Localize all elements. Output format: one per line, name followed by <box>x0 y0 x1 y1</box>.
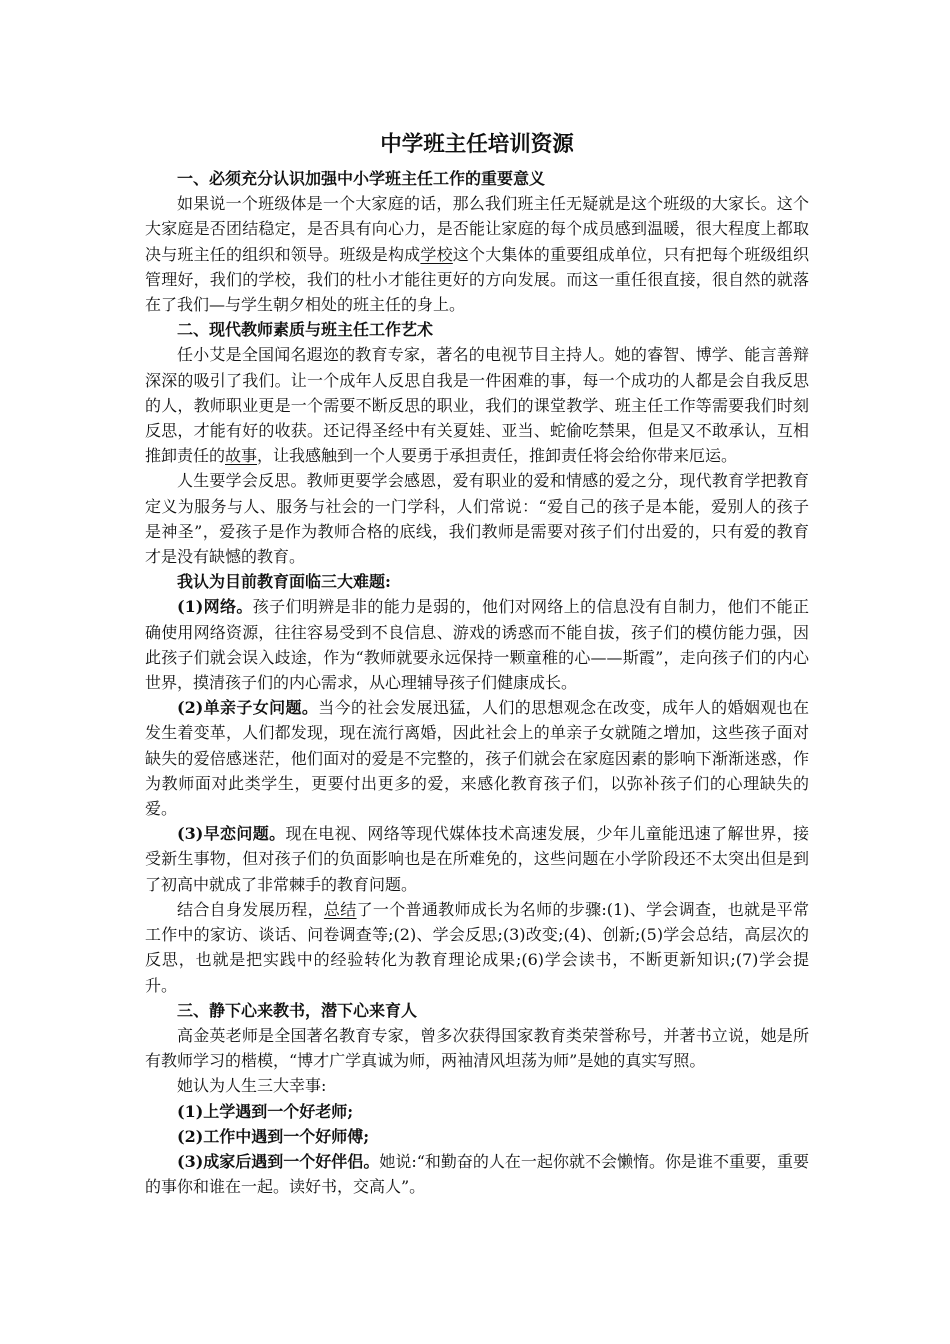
problem-item-1 <box>145 594 809 695</box>
section-2-paragraph-4 <box>145 897 809 998</box>
section-2-heading: 二、现代教师素质与班主任工作艺术 <box>177 320 434 340</box>
paragraph-text: ，让我感触到一个人要勇于承担责任，推卸责任将会给你带来厄运。 <box>257 446 738 466</box>
section-1-heading: 一、必须充分认识加强中小学班主任工作的重要意义 <box>177 169 546 188</box>
document-title: 中学班主任培训资源 <box>380 132 574 157</box>
link-summary[interactable]: 总结 <box>323 899 357 919</box>
problem-item-1-label: (1)网络。 <box>177 597 253 617</box>
problem-item-2 <box>145 695 809 821</box>
paragraph-text: 这个大集体的重要组成单位，只有把每个班级组织管理好，我们的学校，我们的杜小才能往更好的方向发展。而这一重任很直接，很自然的就落在了我们—与学生朝夕相处的班主任的身上。 <box>145 244 809 315</box>
happiness-item-3 <box>145 1149 809 1199</box>
section-1-paragraph-1 <box>145 191 809 317</box>
happiness-item-3-label: (3)成家后遇到一个好伴侣。 <box>177 1151 380 1171</box>
problem-item-2-text: 当今的社会发展迅猛，人们的思想观念在改变，成年人的婚姻观也在发生着变革，人们都发现，现在流行离婚，因此社会上的单亲子女就随之增加，这些孩子面对缺失的爱倍感迷茫，他们面对的爱是不完整的，孩子们就会在家庭因素的影响下渐渐迷惑，作为教师面对此类学生，更要付出更多的爱，来感化教育孩子们，以弥补孩子们的心理缺失的爱。 <box>145 698 809 819</box>
problem-item-3 <box>145 821 809 897</box>
section-2-paragraph-3: 我认为目前教育面临三大难题: <box>177 572 391 592</box>
problem-item-2-label: (2)单亲子女问题。 <box>177 698 319 718</box>
paragraph-text: 了一个普通教师成长为名师的步骤:(1)、学会调查，也就是平常工作中的家访、谈话、问卷调查等;(2)、学会反思;(3)改变;(4)、创新;(5)学会总结，高层次的反思，也就是把实践中的经验转化为教育理论成果;(6)学会读书，不断更新知识;(7)学会提升。 <box>145 899 809 995</box>
happiness-item-2: (2)工作中遇到一个好师傅; <box>177 1126 370 1146</box>
section-3-paragraph-1: 高金英老师是全国著名教育专家，曾多次获得国家教育类荣誉称号，并著书立说，她是所有教师学习的楷模，“博才广学真诚为师，两袖清风坦荡为师”是她的真实写照。 <box>145 1025 809 1071</box>
paragraph-text: 如果说一个班级体是一个大家庭的话，那么我们班主任无疑就是这个班级的大家长。这个大家庭是否团结稳定，是否具有向心力，是否能让家庭的每个成员感到温暖，很大程度上都取决与班主任的组织和领导。班级是构成 <box>145 194 809 264</box>
paragraph-text: 任小艾是全国闻名遐迩的教育专家，著名的电视节目主持人。她的睿智、博学、能言善辩深深的吸引了我们。让一个成年人反思自我是一件困难的事，每一个成功的人都是会自我反思的人，教师职业更是一个需要不断反思的职业，我们的课堂教学、班主任工作等需要我们时刻反思，才能有好的收获。还记得圣经中有关夏娃、亚当、蛇偷吃禁果，但是又不敢承认，互相推卸责任的 <box>145 345 809 466</box>
document-page <box>145 128 809 1199</box>
section-2-paragraph-1 <box>145 342 809 468</box>
section-2-paragraph-2: 人生要学会反思。教师更要学会感恩，爱有职业的爱和情感的爱之分，现代教育学把教育定义为服务与人、服务与社会的一门学科，人们常说：“爱自己的孩子是本能，爱别人的孩子是神圣”，爱孩子是作为教师合格的底线，我们教师是需要对孩子们付出爱的，只有爱的教育才是没有缺憾的教育。 <box>145 471 809 567</box>
happiness-item-1: (1)上学遇到一个好老师; <box>177 1101 354 1121</box>
section-3-paragraph-2: 她认为人生三大幸事: <box>177 1076 327 1096</box>
problem-item-3-label: (3)早恋问题。 <box>177 824 286 844</box>
section-3-heading: 三、静下心来教书，潜下心来育人 <box>177 1000 418 1020</box>
happiness-item-3-text: 她说:“和勤奋的人在一起你就不会懒惰。你是谁不重要，重要的事你和谁在一起。读好书，交高人”。 <box>145 1151 809 1197</box>
paragraph-text: 结合自身发展历程， <box>177 899 324 919</box>
link-school[interactable]: 学校 <box>420 244 453 264</box>
problem-item-3-text: 现在电视、网络等现代媒体技术高速发展，少年儿童能迅速了解世界，接受新生事物，但对孩子们的负面影响也是在所难免的，这些问题在小学阶段还不太突出但是到了初高中就成了非常棘手的教育问题。 <box>145 824 809 894</box>
problem-item-1-text: 孩子们明辨是非的能力是弱的，他们对网络上的信息没有自制力，他们不能正确使用网络资源，往往容易受到不良信息、游戏的诱惑而不能自拔，孩子们的模仿能力强，因此孩子们就会误入歧途，作为“教师就要永远保持一颗童稚的心——斯霞”，走向孩子们的内心世界，摸清孩子们的内心需求，从心理辅导孩子们健康成长。 <box>145 597 809 693</box>
link-story[interactable]: 故事 <box>225 446 258 466</box>
